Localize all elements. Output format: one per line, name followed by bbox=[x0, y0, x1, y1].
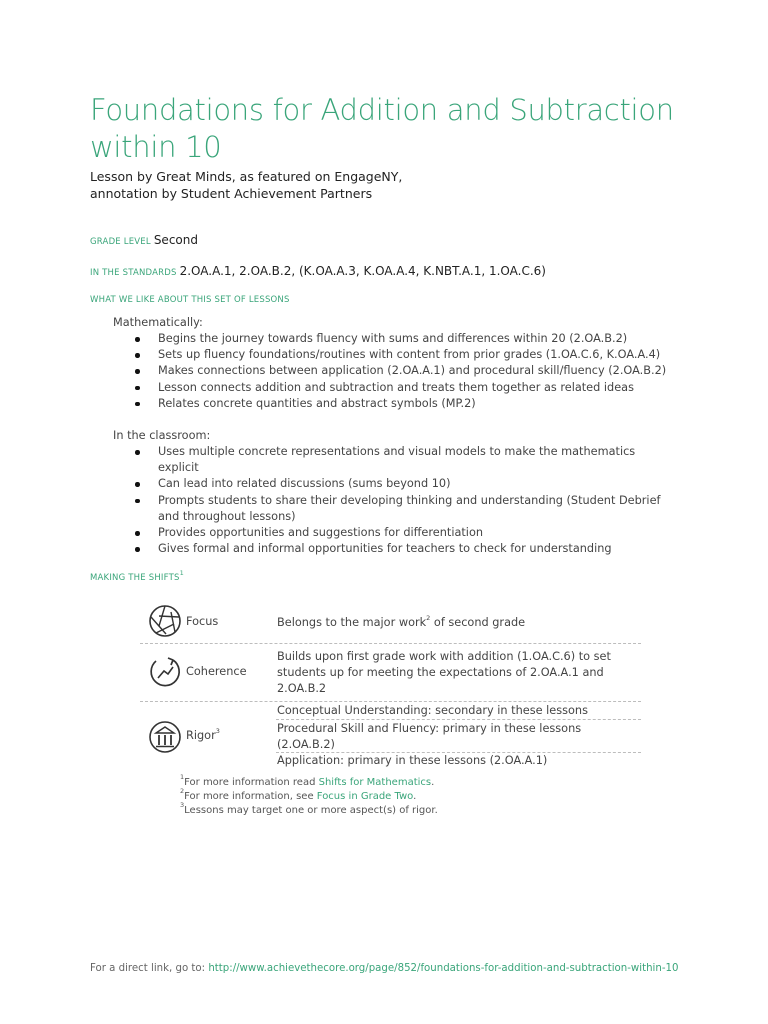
mathematically-list bbox=[113, 331, 673, 412]
footnote-number: 1 bbox=[180, 773, 185, 782]
list-item: Makes connections between application (2.OA.A.1) and procedural skill/fluency (2.OA.B.2) bbox=[113, 363, 673, 379]
shifts-label-text: MAKING THE SHIFTS bbox=[90, 573, 180, 583]
mathematically-heading: Mathematically: bbox=[113, 316, 203, 329]
rigor-columns-icon bbox=[148, 720, 182, 754]
shift-row-focus bbox=[140, 603, 640, 641]
footnote-ref-3: 3 bbox=[215, 726, 220, 735]
list-item: Sets up fluency foundations/routines with content from prior grades (1.OA.C.6, K.OA.A.4) bbox=[113, 347, 673, 363]
standards-label: IN THE STANDARDS bbox=[90, 268, 177, 278]
footnote-text: For more information read bbox=[184, 777, 319, 788]
direct-link-footer bbox=[90, 963, 678, 974]
attribution-line-1: Lesson by Great Minds, as featured on EngageNY, bbox=[90, 169, 403, 184]
shift-desc-coherence: Builds upon first grade work with addition (1.OA.C.6) to set students up for meeting the expectations of 2.OA.A.1 and 2.OA.B.2 bbox=[277, 650, 611, 695]
list-item: Relates concrete quantities and abstract symbols (MP.2) bbox=[113, 396, 673, 412]
footnote-number: 3 bbox=[180, 801, 185, 810]
list-item: Begins the journey towards fluency with sums and differences within 20 (2.OA.B.2) bbox=[113, 331, 673, 347]
grade-level-value: Second bbox=[153, 233, 198, 247]
grade-level-row bbox=[90, 233, 198, 247]
focus-desc-after: of second grade bbox=[430, 616, 526, 629]
list-item: Prompts students to share their developing thinking and understanding (Student Debrief and throughout lessons) bbox=[113, 493, 673, 525]
focus-desc-before: Belongs to the major work bbox=[277, 616, 427, 629]
list-item: Provides opportunities and suggestions for differentiation bbox=[113, 525, 673, 541]
shift-name-coherence: Coherence bbox=[186, 665, 247, 678]
list-item: Gives formal and informal opportunities for teachers to check for understanding bbox=[113, 541, 673, 557]
list-item: Lesson connects addition and subtraction and treats them together as related ideas bbox=[113, 380, 673, 396]
list-item: Can lead into related discussions (sums beyond 10) bbox=[113, 476, 673, 492]
footnote-number: 2 bbox=[180, 787, 185, 796]
rigor-procedural: Procedural Skill and Fluency: primary in these lessons (2.OA.B.2) bbox=[277, 722, 582, 751]
footnotes bbox=[180, 773, 438, 818]
lesson-attribution bbox=[90, 168, 650, 202]
focus-aperture-icon bbox=[148, 604, 182, 638]
shift-desc-focus bbox=[277, 615, 637, 631]
page-title: Foundations for Addition and Subtraction within 10 bbox=[90, 93, 674, 164]
list-item: Uses multiple concrete representations and visual models to make the mathematics explicit bbox=[113, 444, 673, 476]
footnote-ref-2: 2 bbox=[426, 613, 431, 622]
footnote-1 bbox=[180, 773, 438, 790]
footnote-text: Lessons may target one or more aspect(s) of rigor. bbox=[184, 805, 438, 816]
classroom-list bbox=[113, 444, 673, 557]
row-divider bbox=[276, 752, 641, 753]
attribution-line-2: annotation by Student Achievement Partners bbox=[90, 186, 373, 201]
standards-value: 2.OA.A.1, 2.OA.B.2, (K.OA.A.3, K.OA.A.4, K.NBT.A.1, 1.OA.C.6) bbox=[179, 264, 546, 278]
standards-row bbox=[90, 264, 546, 278]
shifts-section-label bbox=[90, 568, 184, 583]
footnote-text: For more information, see bbox=[184, 791, 317, 802]
footer-text: For a direct link, go to: bbox=[90, 963, 209, 974]
rigor-conceptual: Conceptual Understanding: secondary in these lessons bbox=[277, 704, 588, 717]
classroom-heading: In the classroom: bbox=[113, 429, 211, 442]
focus-in-grade-two-link[interactable]: Focus in Grade Two bbox=[316, 791, 414, 802]
likes-section-label: WHAT WE LIKE ABOUT THIS SET OF LESSONS bbox=[90, 295, 290, 305]
row-divider bbox=[140, 643, 641, 644]
mathematically-block bbox=[113, 315, 673, 412]
coherence-cycle-icon bbox=[148, 655, 182, 689]
row-divider bbox=[276, 719, 641, 720]
shift-row-rigor bbox=[140, 703, 640, 769]
rigor-name-text: Rigor bbox=[186, 729, 216, 742]
footnote-3 bbox=[180, 801, 438, 818]
shift-name-rigor bbox=[186, 726, 220, 742]
row-divider bbox=[140, 701, 641, 702]
shift-row-coherence bbox=[140, 648, 640, 700]
footnote-end: . bbox=[413, 791, 417, 802]
footnote-end: . bbox=[431, 777, 435, 788]
direct-link-url[interactable]: http://www.achievethecore.org/page/852/foundations-for-addition-and-subtraction-within-10 bbox=[208, 963, 679, 974]
footnote-2 bbox=[180, 787, 438, 804]
rigor-application: Application: primary in these lessons (2.OA.A.1) bbox=[277, 754, 548, 767]
shift-name-focus: Focus bbox=[186, 615, 219, 628]
classroom-block bbox=[113, 428, 673, 557]
grade-level-label: GRADE LEVEL bbox=[90, 237, 151, 247]
footnote-ref-1: 1 bbox=[179, 568, 184, 577]
shifts-for-mathematics-link[interactable]: Shifts for Mathematics bbox=[318, 777, 432, 788]
